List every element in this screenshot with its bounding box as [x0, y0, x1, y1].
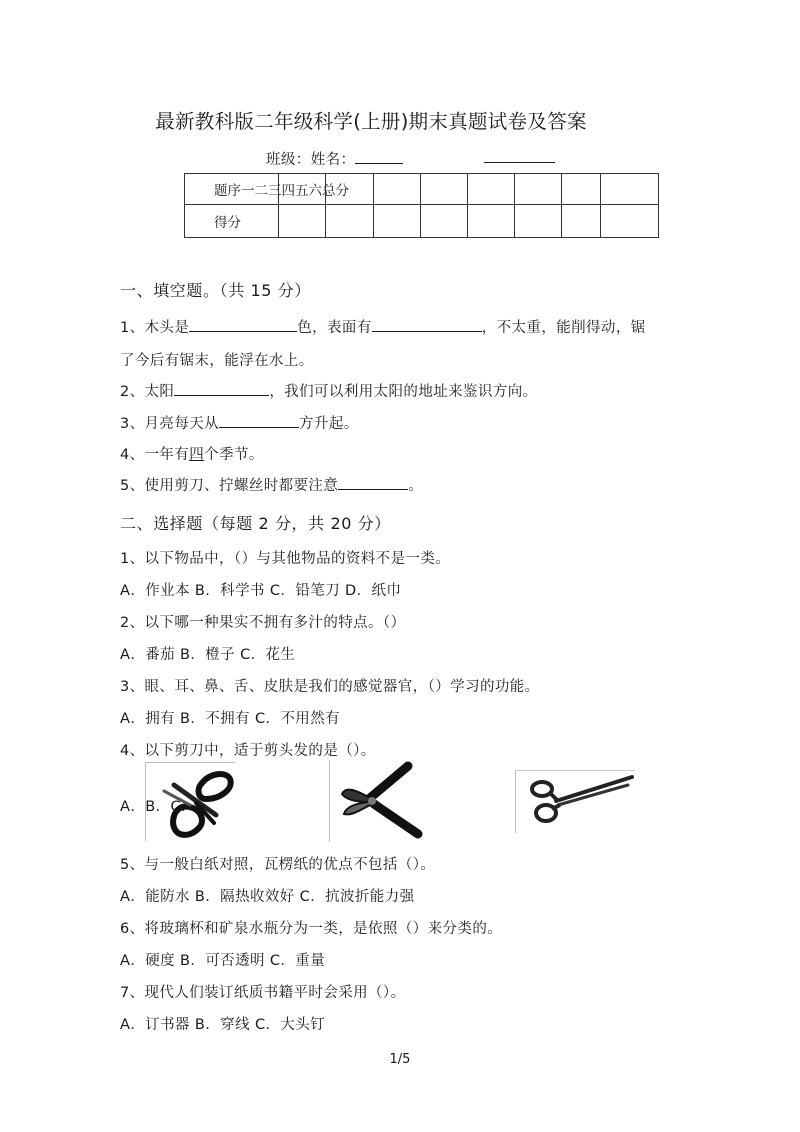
s1-question-1 — [120, 316, 646, 337]
class-name-line — [266, 148, 403, 169]
s2-question-3: 3、眼、耳、鼻、舌、皮肤是我们的感觉器官，（）学习的功能。 — [120, 679, 540, 695]
s1-question-3 — [120, 412, 359, 433]
s1-q1-text: 色，表面有 — [297, 320, 372, 336]
score-cell — [468, 174, 515, 205]
s2-question-7: 7、现代人们装订纸质书籍平时会采用（）。 — [120, 985, 406, 1001]
section1-heading: 一、填空题。（共 15 分） — [120, 281, 311, 300]
s2-question-4-options: A．B．C． — [120, 799, 196, 815]
score-cell — [279, 205, 326, 238]
s1-q5-text: 。 — [408, 478, 424, 494]
s1-question-4 — [120, 443, 264, 464]
score-table-row-label: 得分 — [185, 205, 279, 238]
s1-q3-text: 方升起。 — [299, 416, 359, 432]
score-cell — [515, 174, 562, 205]
s2-question-6: 6、将玻璃杯和矿泉水瓶分为一类，是依照（）来分类的。 — [120, 921, 503, 937]
score-cell — [601, 205, 659, 238]
class-label: 班级： — [266, 152, 311, 168]
answer-blank — [338, 475, 408, 490]
name-label: 姓名： — [310, 152, 356, 168]
score-table-header-label: 题序一二三四五六总分 — [185, 174, 279, 205]
s2-question-4: 4、以下剪刀中，适于剪头发的是（）。 — [120, 743, 376, 759]
score-cell — [374, 174, 421, 205]
pruning-shears-image — [329, 760, 424, 842]
score-cell — [562, 205, 601, 238]
s2-question-5-options: A．能防水 B．隔热收效好 C．抗波折能力强 — [120, 889, 415, 905]
page-number: 1/5 — [389, 1052, 411, 1067]
s1-question-1-cont: 了今后有锯末，能浮在水上。 — [120, 353, 314, 369]
name-blank — [355, 149, 403, 164]
s2-question-1-options: A．作业本 B．科学书 C．铅笔刀 D．纸巾 — [120, 583, 402, 599]
s2-question-2: 2、以下哪一种果实不拥有多汁的特点。（） — [120, 615, 406, 631]
score-cell — [468, 205, 515, 238]
s1-q2-text: ，我们可以利用太阳的地址来鉴识方向。 — [269, 384, 538, 400]
score-cell — [601, 174, 659, 205]
s2-question-1: 1、以下物品中，（）与其他物品的资料不是一类。 — [120, 551, 451, 567]
s1-q4-text: 个季节。 — [204, 447, 264, 463]
s1-q4-answer: 四 — [189, 447, 205, 463]
score-cell — [421, 174, 468, 205]
answer-blank — [174, 381, 269, 396]
s1-q3-text: 3、月亮每天从 — [120, 416, 220, 432]
s2-question-2-options: A．番茄 B．橙子 C．花生 — [120, 647, 296, 663]
answer-blank — [219, 413, 299, 428]
s1-q5-text: 5、使用剪刀、拧螺丝时都要注意 — [120, 478, 339, 494]
answer-blank — [189, 317, 297, 332]
score-cell — [562, 174, 601, 205]
thin-scissors-image — [515, 770, 635, 833]
page-title: 最新教科版二年级科学(上册)期末真题试卷及答案 — [155, 110, 587, 133]
section2-heading: 二、选择题（每题 2 分，共 20 分） — [120, 514, 391, 533]
s1-q1-text: 1、木头是 — [120, 320, 190, 336]
score-cell — [374, 205, 421, 238]
s2-question-5: 5、与一般白纸对照，瓦楞纸的优点不包括（）。 — [120, 857, 436, 873]
number-blank — [484, 162, 555, 163]
s1-question-2 — [120, 380, 538, 401]
s1-q2-text: 2、太阳 — [120, 384, 175, 400]
answer-blank — [372, 317, 482, 332]
s2-question-6-options: A．硬度 B．可否透明 C．重量 — [120, 953, 326, 969]
s2-question-3-options: A．拥有 B．不拥有 C．不用然有 — [120, 711, 341, 727]
s1-q1-text: ，不太重，能削得动，锯 — [481, 320, 646, 336]
s1-question-5 — [120, 474, 423, 495]
s2-question-7-options: A．订书器 B．穿线 C．大头钉 — [120, 1017, 326, 1033]
score-cell — [326, 205, 374, 238]
s1-q4-text: 4、一年有 — [120, 447, 190, 463]
score-table — [184, 173, 659, 238]
score-cell — [515, 205, 562, 238]
score-cell — [421, 205, 468, 238]
